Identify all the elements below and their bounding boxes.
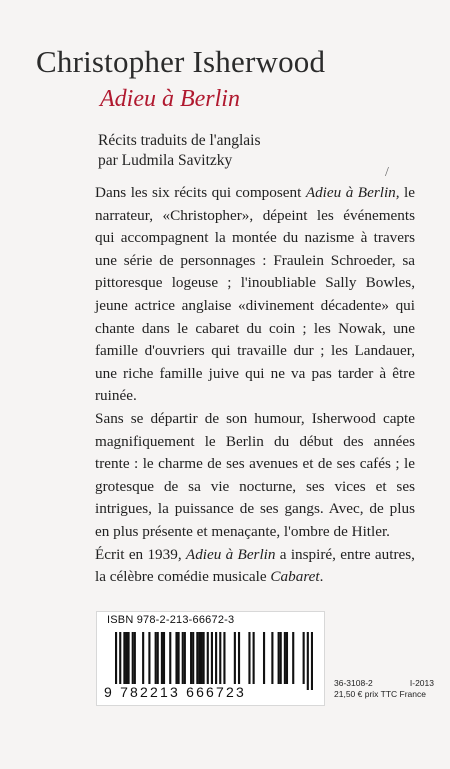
blurb-p1-title: Adieu à Berlin, (305, 184, 400, 201)
barcode-bar (248, 632, 250, 684)
barcode-bar (278, 632, 280, 684)
barcode-bar (219, 632, 221, 684)
book-title: Adieu à Berlin (100, 86, 240, 112)
blurb-p1-rest: le narrateur, «Christopher», dépeint les événements qui accompagnent la montée du nazisme à travers une série de personnages : Fraulein Schroeder, sa pittoresque logeuse ; l'inoubliable Sally Bowles, jeune actrice anglaise «divinement décadente» qui chante dans le cabaret du coin ; les Nowak, une famille d'ouvriers qui travaille dur ; les Landauer, une riche famille juive qui ne va pas tarder à être ruinée. (95, 184, 416, 405)
barcode-bar (125, 632, 127, 684)
translation-credits (98, 131, 261, 171)
credits-line-1: Récits traduits de l'anglais (98, 132, 261, 149)
blurb-p3-middle: a inspiré, entre autres, la célèbre comédie musicale (95, 545, 415, 586)
barcode-bar (223, 632, 225, 684)
blurb-p3-title: Adieu à Berlin (185, 545, 276, 563)
barcode-bar (142, 632, 144, 684)
pen-mark: / (385, 165, 389, 180)
barcode-bar (307, 632, 309, 690)
barcode-bar (148, 632, 150, 684)
barcode-bar (123, 632, 125, 684)
barcode-bar (284, 632, 286, 684)
barcode-bar (163, 632, 165, 684)
blurb-paragraph-2: Sans se départir de son humour, Isherwood capte magnifiquement le Berlin du début des années trente : le charme de ses avenues et de ses cafés ; le grotesque de sa vie nocturne, ses vices et ses intrigues, la puissance de ses gangs. Avec, de plus en plus présente et menaçante, l'ombre de Hitler. (95, 409, 415, 540)
barcode-bar (207, 632, 209, 684)
isbn-label: ISBN 978-2-213-66672-3 (107, 614, 235, 626)
edition-codes (334, 678, 434, 700)
edition-date: I-2013 (409, 678, 434, 688)
blurb-text (95, 182, 415, 589)
barcode-bar (263, 632, 265, 684)
barcode-bar (169, 632, 171, 684)
barcode-bar (157, 632, 159, 684)
barcode-bar (115, 632, 117, 690)
barcode-bar (190, 632, 192, 684)
barcode-panel (96, 611, 325, 706)
barcode-bar (132, 632, 134, 684)
barcode-bar (119, 632, 121, 690)
blurb-p3-start: Écrit en 1939, (95, 545, 186, 563)
barcode-bar (215, 632, 217, 690)
blurb-p3-end: . (319, 568, 324, 586)
barcode-bar (238, 632, 240, 684)
credits-line-2: par Ludmila Savitzky (98, 152, 233, 169)
barcode-digits: 9 782213 666723 (104, 684, 246, 700)
codes-row (334, 678, 434, 689)
blurb-p3-show: Cabaret (270, 568, 320, 586)
barcode-bar (198, 632, 200, 684)
barcode-bar (311, 632, 313, 690)
barcode-bar (253, 632, 255, 684)
barcode-bar (161, 632, 163, 684)
barcode-bar (234, 632, 236, 684)
barcode-bar (286, 632, 288, 684)
blurb-p1-start: Dans les six récits qui composent (95, 184, 306, 201)
barcode-bar (211, 632, 213, 690)
barcode-bar (196, 632, 198, 684)
barcode-bar (292, 632, 294, 684)
barcode-bar (178, 632, 180, 684)
barcode-bar (128, 632, 130, 684)
barcode-image (115, 632, 313, 690)
barcode-bar (280, 632, 282, 684)
author-name: Christopher Isherwood (36, 44, 326, 79)
blurb-paragraph-1 (95, 182, 415, 408)
price-label: 21,50 € prix TTC France (334, 689, 426, 699)
barcode-bar (192, 632, 194, 684)
barcode-bar (182, 632, 184, 684)
barcode-bar (134, 632, 136, 684)
barcode-bar (303, 632, 305, 684)
barcode-bar (203, 632, 205, 684)
barcode-bar (271, 632, 273, 684)
barcode-bar (155, 632, 157, 684)
barcode-bar (200, 632, 202, 684)
blurb-paragraph-3 (95, 544, 415, 589)
product-code: 36-3108-2 (334, 678, 373, 688)
barcode-bar (175, 632, 177, 684)
barcode-bar (184, 632, 186, 684)
